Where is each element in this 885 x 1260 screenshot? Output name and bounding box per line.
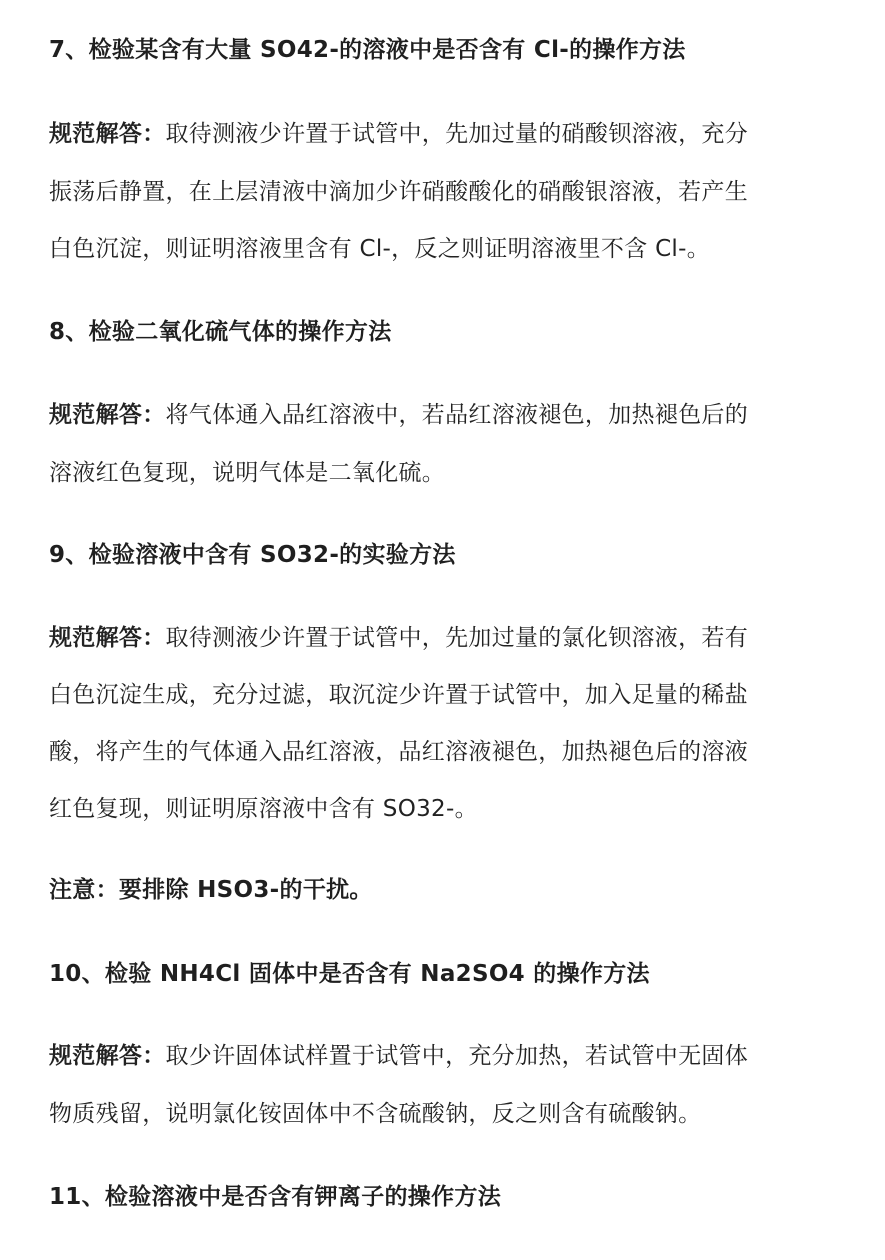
answer-text: 取少许固体试样置于试管中，充分加热，若试管中无固体 (165, 1043, 748, 1069)
section-8-answer-line-2: 溶液红色复现，说明气体是二氧化硫。 (49, 460, 446, 486)
section-8-answer-line-1 (49, 399, 748, 431)
answer-text: 取待测液少许置于试管中，先加过量的硝酸钡溶液，充分 (165, 121, 748, 147)
answer-text: 取待测液少许置于试管中，先加过量的氯化钡溶液，若有 (165, 625, 748, 651)
answer-label: 规范解答： (49, 1043, 166, 1069)
section-9-heading: 9、检验溶液中含有 SO32-的实验方法 (49, 542, 456, 568)
answer-label: 规范解答： (49, 625, 166, 651)
answer-label: 规范解答： (49, 402, 166, 428)
section-7-answer-line-2: 振荡后静置，在上层清液中滴加少许硝酸酸化的硝酸银溶液，若产生 (49, 179, 748, 205)
section-9-note: 注意：要排除 HSO3-的干扰。 (49, 877, 373, 903)
section-7-heading: 7、检验某含有大量 SO42-的溶液中是否含有 Cl-的操作方法 (49, 37, 686, 63)
section-10-answer-line-2: 物质残留，说明氯化铵固体中不含硫酸钠，反之则含有硫酸钠。 (49, 1101, 702, 1127)
section-10-answer-line-1 (49, 1040, 748, 1072)
section-8-heading: 8、检验二氧化硫气体的操作方法 (49, 319, 392, 345)
section-10-heading: 10、检验 NH4Cl 固体中是否含有 Na2SO4 的操作方法 (49, 961, 650, 987)
answer-text: 将气体通入品红溶液中，若品红溶液褪色，加热褪色后的 (165, 402, 748, 428)
section-9-answer-line-2: 白色沉淀生成，充分过滤，取沉淀少许置于试管中，加入足量的稀盐 (49, 682, 748, 708)
section-11-heading: 11、检验溶液中是否含有钾离子的操作方法 (49, 1184, 502, 1210)
answer-label: 规范解答： (49, 121, 166, 147)
section-7-answer-line-1 (49, 118, 748, 150)
section-9-answer-line-1 (49, 622, 748, 654)
section-9-answer-line-4: 红色复现，则证明原溶液中含有 SO32-。 (49, 796, 478, 822)
section-7-answer-line-3: 白色沉淀，则证明溶液里含有 Cl-，反之则证明溶液里不含 Cl-。 (49, 236, 711, 262)
section-9-answer-line-3: 酸，将产生的气体通入品红溶液，品红溶液褪色，加热褪色后的溶液 (49, 739, 748, 765)
